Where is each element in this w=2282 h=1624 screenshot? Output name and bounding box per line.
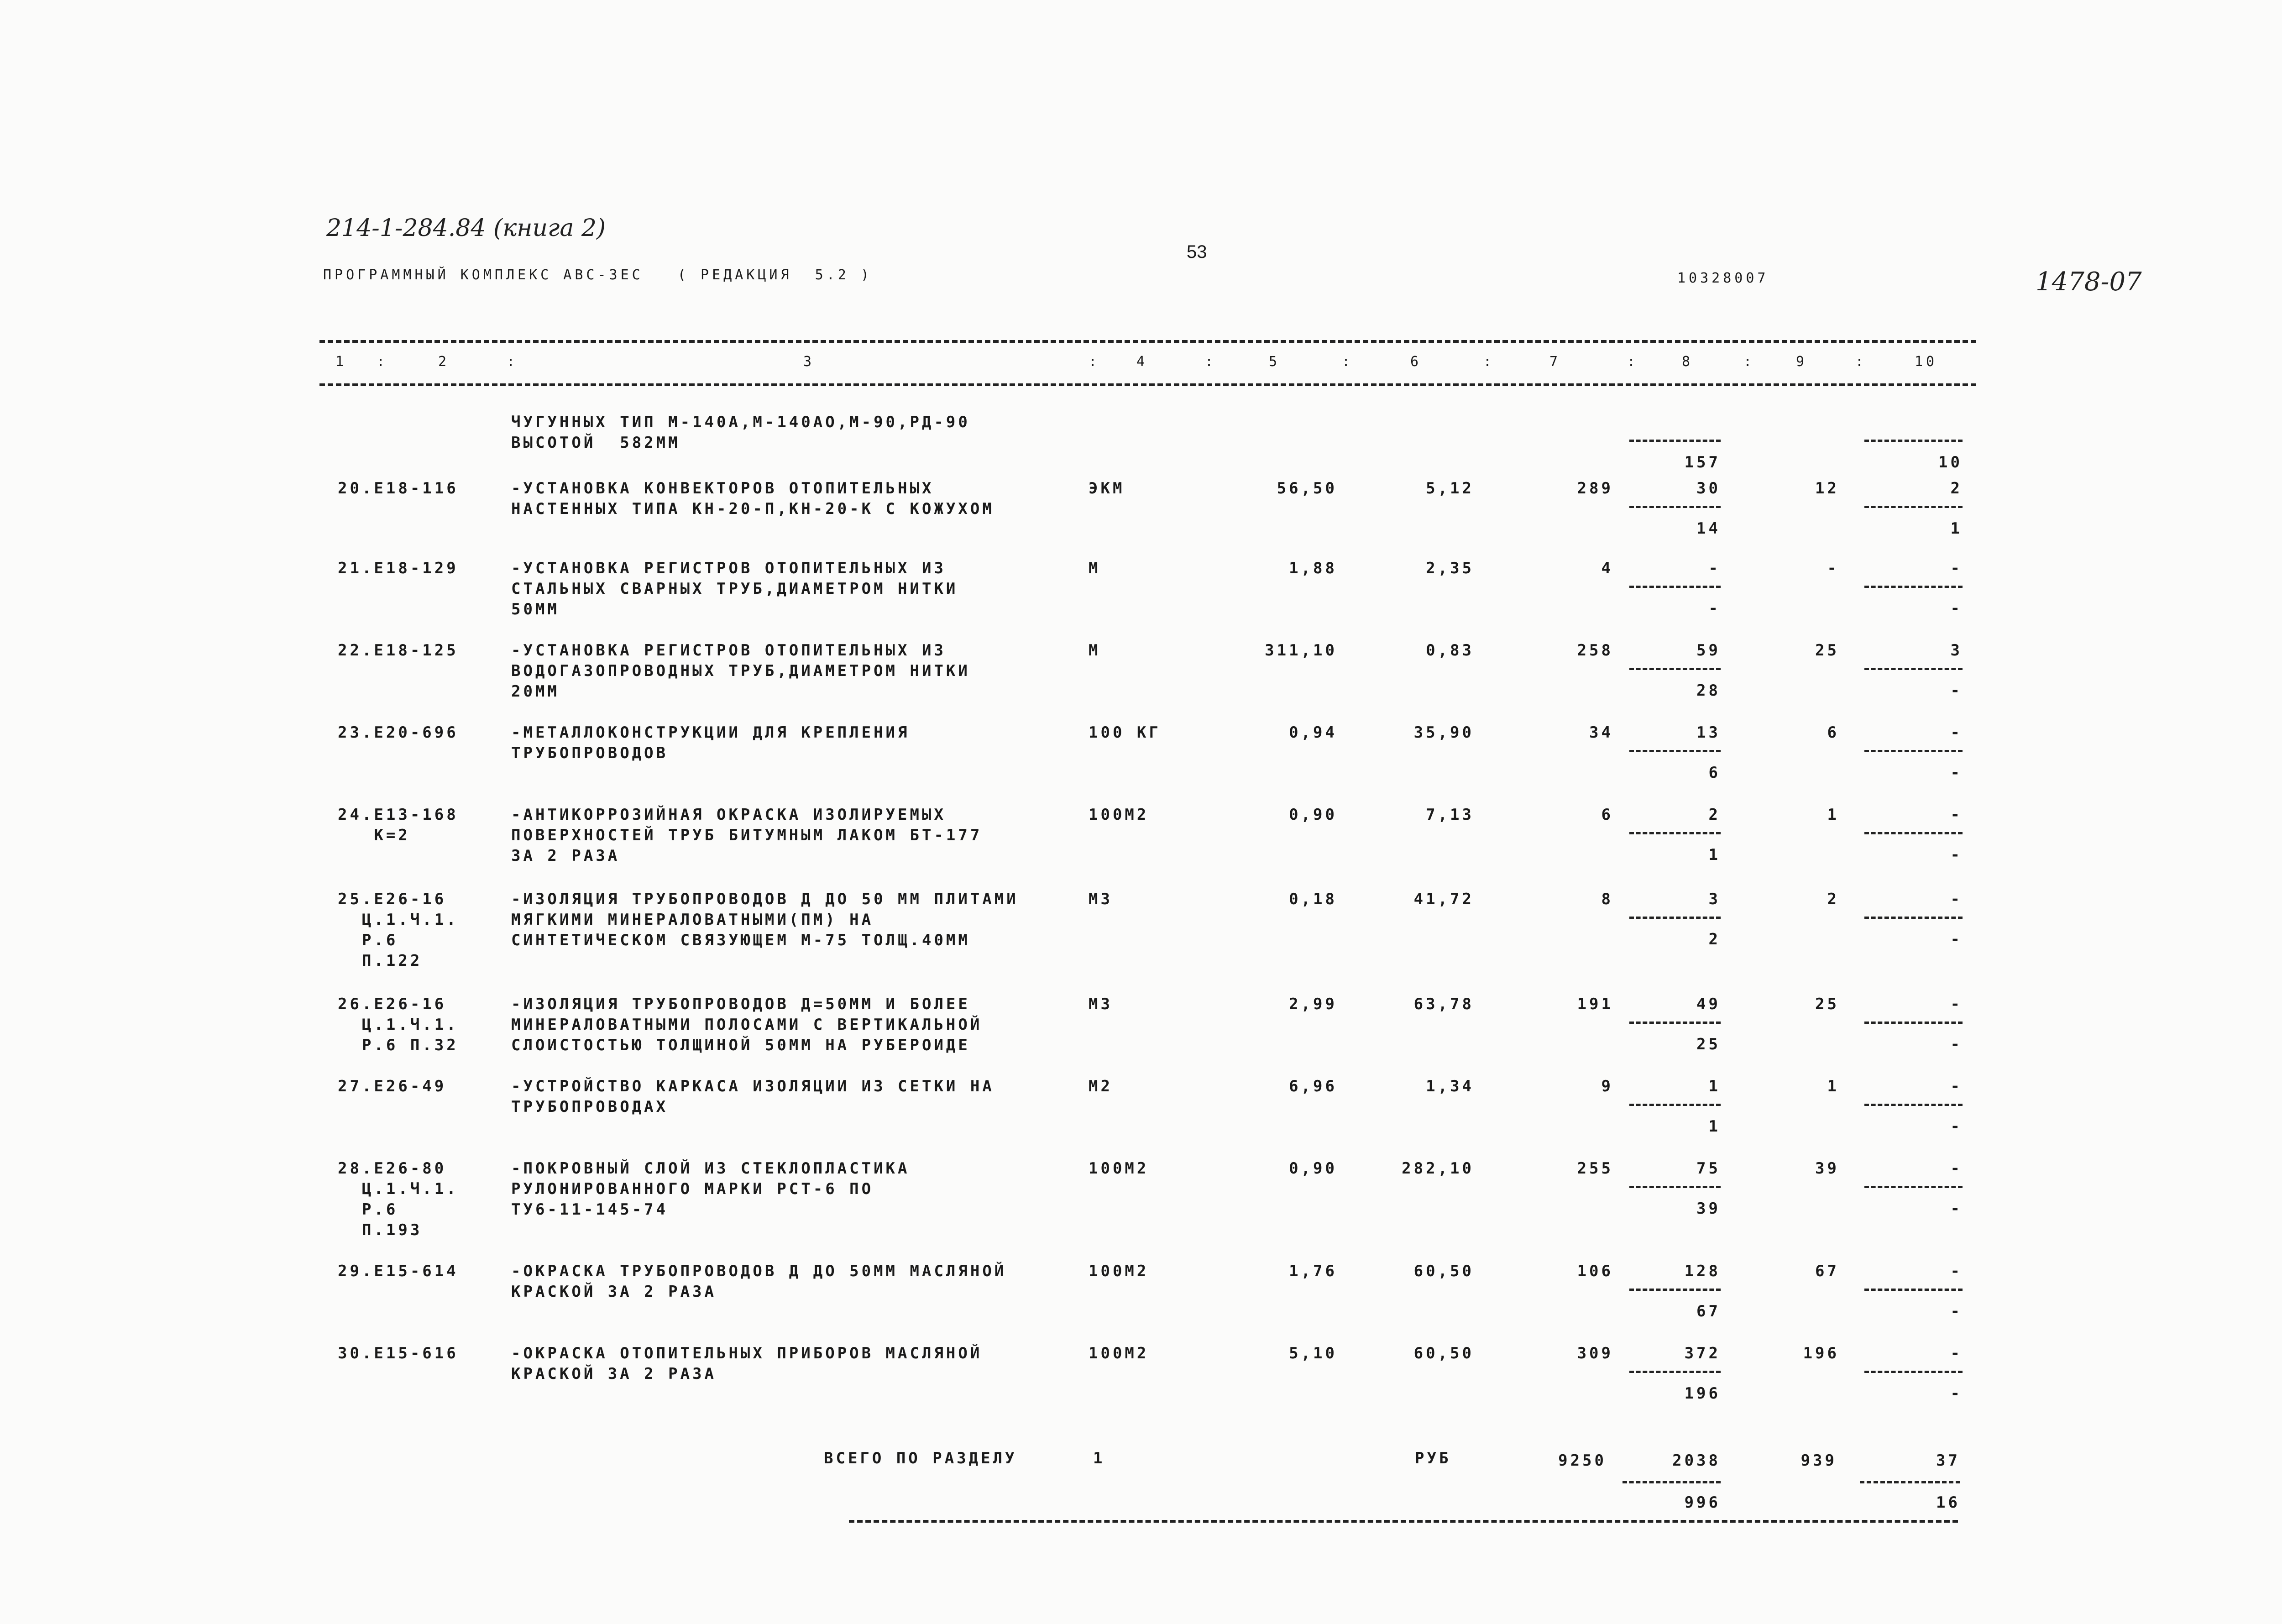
row-code: П.193 <box>338 1221 423 1239</box>
row-col10-lower: - <box>1950 1384 1963 1403</box>
row-col8: 59 <box>1696 641 1721 660</box>
row-col10: - <box>1950 723 1963 742</box>
row-col8-lower: 25 <box>1696 1035 1721 1053</box>
row-col8-lower: - <box>1708 599 1721 618</box>
row-col8-split <box>1629 917 1721 919</box>
row-col9: 1 <box>1827 1077 1839 1095</box>
column-separator: : <box>377 354 388 370</box>
column-number: 1 <box>335 354 347 370</box>
row-quantity: 1,88 <box>1289 559 1337 577</box>
row-description: 20ММ <box>511 682 560 701</box>
row-col10: 2 <box>1950 479 1963 498</box>
row-description: -УСТРОЙСТВО КАРКАСА ИЗОЛЯЦИИ ИЗ СЕТКИ НА <box>511 1077 994 1095</box>
row-col10-lower: 1 <box>1950 519 1963 538</box>
row-quantity: 0,90 <box>1289 1159 1337 1178</box>
row-col8-lower: 28 <box>1696 681 1721 700</box>
row-col10-lower: - <box>1950 681 1963 700</box>
row-col8: 1 <box>1708 1077 1721 1095</box>
row-col9: - <box>1827 559 1839 577</box>
row-col10-lower: - <box>1950 1035 1963 1053</box>
row-unit: 100М2 <box>1089 806 1149 824</box>
page-number: 53 <box>1187 242 1207 262</box>
row-col10-split <box>1864 1104 1963 1106</box>
row-description: ТРУБОПРОВОДАХ <box>511 1098 669 1116</box>
row-col10-lower: - <box>1950 1117 1963 1136</box>
row-col9: 196 <box>1803 1344 1839 1362</box>
row-unit-price: 7,13 <box>1426 806 1474 824</box>
row-col10-split <box>1864 1186 1963 1188</box>
row-description: -УСТАНОВКА КОНВЕКТОРОВ ОТОПИТЕЛЬНЫХ <box>511 479 934 498</box>
row-quantity: 5,10 <box>1289 1344 1337 1362</box>
totals-col10-lower: 16 <box>1936 1493 1960 1512</box>
column-separator: : <box>507 354 518 370</box>
row-quantity: 311,10 <box>1265 641 1337 660</box>
row-col10-split <box>1864 668 1963 670</box>
row-unit-price: 60,50 <box>1413 1262 1474 1280</box>
row-description: СЛОИСТОСТЬЮ ТОЛЩИНОЙ 50ММ НА РУБЕРОИДЕ <box>511 1036 970 1054</box>
row-code: 22.Е18-125 <box>338 641 459 660</box>
row-unit-price: 282,10 <box>1402 1159 1474 1178</box>
row-description: ВОДОГАЗОПРОВОДНЫХ ТРУБ,ДИАМЕТРОМ НИТКИ <box>511 662 970 680</box>
row-col10: - <box>1950 890 1963 908</box>
row-description: -УСТАНОВКА РЕГИСТРОВ ОТОПИТЕЛЬНЫХ ИЗ <box>511 641 946 660</box>
row-unit-price: 0,83 <box>1426 641 1474 660</box>
row-col8-lower: 157 <box>1684 453 1721 471</box>
row-col8-split <box>1629 1289 1721 1291</box>
column-separator: : <box>1205 354 1217 370</box>
row-col8-split <box>1629 1186 1721 1188</box>
row-col8-lower: 2 <box>1708 930 1721 948</box>
row-code: 23.Е20-696 <box>338 723 459 742</box>
row-code: 27.Е26-49 <box>338 1077 447 1095</box>
row-col10-lower: - <box>1950 930 1963 948</box>
row-description: ЧУГУННЫХ ТИП М-140А,М-140АО,М-90,РД-90 <box>511 413 970 431</box>
row-description: МИНЕРАЛОВАТНЫМИ ПОЛОСАМИ С ВЕРТИКАЛЬНОЙ <box>511 1016 983 1034</box>
row-total: 34 <box>1589 723 1613 742</box>
row-unit-price: 2,35 <box>1426 559 1474 577</box>
row-col10-split <box>1864 586 1963 588</box>
row-col10-lower: - <box>1950 846 1963 864</box>
row-code: Ц.1.Ч.1. <box>338 1180 459 1198</box>
row-description: -ИЗОЛЯЦИЯ ТРУБОПРОВОДОВ Д=50ММ И БОЛЕЕ <box>511 995 970 1013</box>
column-separator: : <box>1743 354 1755 370</box>
row-description: -ОКРАСКА ОТОПИТЕЛЬНЫХ ПРИБОРОВ МАСЛЯНОЙ <box>511 1344 983 1362</box>
row-description: ТРУБОПРОВОДОВ <box>511 744 669 762</box>
row-col8-lower: 39 <box>1696 1200 1721 1218</box>
row-col10-lower: - <box>1950 1200 1963 1218</box>
row-total: 9 <box>1601 1077 1613 1095</box>
row-col8: 75 <box>1696 1159 1721 1178</box>
column-number: 10 <box>1915 354 1938 370</box>
row-col9: 25 <box>1815 641 1839 660</box>
row-col10-split <box>1864 750 1963 752</box>
totals-col9: 939 <box>1800 1451 1837 1470</box>
row-code: Р.6 <box>338 931 398 949</box>
row-description: ЗА 2 РАЗА <box>511 847 620 865</box>
row-col8-split <box>1629 1371 1721 1373</box>
row-code: Ц.1.Ч.1. <box>338 1016 459 1034</box>
row-unit-price: 63,78 <box>1413 995 1474 1013</box>
row-total: 8 <box>1601 890 1613 908</box>
column-separator: : <box>1342 354 1354 370</box>
row-col9: 25 <box>1815 995 1839 1013</box>
header-bottom-rule <box>319 383 1976 386</box>
totals-col6: РУБ <box>1415 1449 1451 1467</box>
row-unit-price: 1,34 <box>1426 1077 1474 1095</box>
row-col10: - <box>1950 806 1963 824</box>
handwritten-reference: 214-1-284.84 (книга 2) <box>326 215 606 242</box>
row-col8-split <box>1629 832 1721 834</box>
row-col8-split <box>1629 506 1721 508</box>
column-number: 3 <box>803 354 815 370</box>
row-unit: М3 <box>1089 995 1113 1013</box>
row-col10-split <box>1864 917 1963 919</box>
row-col10: - <box>1950 1159 1963 1178</box>
row-col10-split <box>1864 1371 1963 1373</box>
column-number: 5 <box>1269 354 1281 370</box>
row-quantity: 0,90 <box>1289 806 1337 824</box>
column-number: 9 <box>1796 354 1808 370</box>
row-col10-split <box>1864 1289 1963 1291</box>
row-col10-split <box>1864 1022 1963 1024</box>
row-code: 29.Е15-614 <box>338 1262 459 1280</box>
row-code: Р.6 <box>338 1200 398 1219</box>
row-code: Р.6 П.32 <box>338 1036 459 1054</box>
row-unit: 100 КГ <box>1089 723 1161 742</box>
row-col10: - <box>1950 1344 1963 1362</box>
row-col8-lower: 1 <box>1708 846 1721 864</box>
row-col9: 1 <box>1827 806 1839 824</box>
row-unit: 100М2 <box>1089 1344 1149 1362</box>
row-unit-price: 5,12 <box>1426 479 1474 498</box>
row-code: 28.Е26-80 <box>338 1159 447 1178</box>
row-description: -МЕТАЛЛОКОНСТРУКЦИИ ДЛЯ КРЕПЛЕНИЯ <box>511 723 910 742</box>
row-col10-split <box>1864 832 1963 834</box>
row-col10: - <box>1950 1077 1963 1095</box>
row-quantity: 56,50 <box>1277 479 1337 498</box>
row-col10: 3 <box>1950 641 1963 660</box>
row-unit: М <box>1089 641 1101 660</box>
row-description: МЯГКИМИ МИНЕРАЛОВАТНЫМИ(ПМ) НА <box>511 911 874 929</box>
row-unit-price: 35,90 <box>1413 723 1474 742</box>
row-col10-lower: - <box>1950 599 1963 618</box>
row-code: 24.Е13-168 <box>338 806 459 824</box>
row-total: 309 <box>1577 1344 1613 1362</box>
row-total: 4 <box>1601 559 1613 577</box>
row-unit: 100М2 <box>1089 1262 1149 1280</box>
row-total: 289 <box>1577 479 1613 498</box>
row-total: 191 <box>1577 995 1613 1013</box>
totals-col8-split <box>1623 1481 1721 1483</box>
row-total: 106 <box>1577 1262 1613 1280</box>
row-col10-lower: 10 <box>1938 453 1963 471</box>
column-number: 4 <box>1136 354 1148 370</box>
row-col8-split <box>1629 1022 1721 1024</box>
row-quantity: 0,18 <box>1289 890 1337 908</box>
row-col8: 2 <box>1708 806 1721 824</box>
row-description: -ОКРАСКА ТРУБОПРОВОДОВ Д ДО 50ММ МАСЛЯНОЙ <box>511 1262 1007 1280</box>
row-col9: 12 <box>1815 479 1839 498</box>
row-unit: ЭКМ <box>1089 479 1125 498</box>
column-separator: : <box>1483 354 1495 370</box>
row-col8-split <box>1629 750 1721 752</box>
row-col8: 13 <box>1696 723 1721 742</box>
row-unit: М2 <box>1089 1077 1113 1095</box>
column-separator: : <box>1089 354 1100 370</box>
totals-label: ВСЕГО ПО РАЗДЕЛУ <box>824 1449 1017 1467</box>
row-col8-split <box>1629 1104 1721 1106</box>
row-description: НАСТЕННЫХ ТИПА КН-20-П,КН-20-К С КОЖУХОМ <box>511 500 994 518</box>
row-code: Ц.1.Ч.1. <box>338 911 459 929</box>
row-col9: 67 <box>1815 1262 1839 1280</box>
row-description: -ПОКРОВНЫЙ СЛОЙ ИЗ СТЕКЛОПЛАСТИКА <box>511 1159 910 1178</box>
row-col10: - <box>1950 559 1963 577</box>
row-col10: - <box>1950 1262 1963 1280</box>
header-top-rule <box>319 340 1976 343</box>
totals-bottom-rule <box>849 1520 1958 1523</box>
row-unit: М <box>1089 559 1101 577</box>
row-col9: 6 <box>1827 723 1839 742</box>
row-description: ПОВЕРХНОСТЕЙ ТРУБ БИТУМНЫМ ЛАКОМ БТ-177 <box>511 826 983 844</box>
row-code: К=2 <box>338 826 410 844</box>
totals-col10-split <box>1860 1481 1960 1483</box>
totals-col8: 2038 <box>1672 1451 1721 1470</box>
row-col8-split <box>1629 668 1721 670</box>
row-description: ВЫСОТОЙ 582ММ <box>511 434 680 452</box>
row-code: 20.Е18-116 <box>338 479 459 498</box>
row-col8: 30 <box>1696 479 1721 498</box>
row-description: -АНТИКОРРОЗИЙНАЯ ОКРАСКА ИЗОЛИРУЕМЫХ <box>511 806 946 824</box>
row-col10: - <box>1950 995 1963 1013</box>
row-code: 30.Е15-616 <box>338 1344 459 1362</box>
row-col8-lower: 14 <box>1696 519 1721 538</box>
row-total: 258 <box>1577 641 1613 660</box>
column-number: 7 <box>1549 354 1561 370</box>
row-unit-price: 41,72 <box>1413 890 1474 908</box>
row-description: -ИЗОЛЯЦИЯ ТРУБОПРОВОДОВ Д ДО 50 ММ ПЛИТАМИ <box>511 890 1019 908</box>
row-description: СИНТЕТИЧЕСКОМ СВЯЗУЮЩЕМ М-75 ТОЛЩ.40ММ <box>511 931 970 949</box>
document-code: 10328007 <box>1677 270 1769 286</box>
totals-col4: 1 <box>1093 1449 1105 1467</box>
column-number: 6 <box>1410 354 1422 370</box>
row-code: 25.Е26-16 <box>338 890 447 908</box>
row-unit: 100М2 <box>1089 1159 1149 1178</box>
program-title: ПРОГРАММНЫЙ КОМПЛЕКС АВС-ЗЕС ( РЕДАКЦИЯ 5.2 ) <box>323 267 872 283</box>
row-quantity: 2,99 <box>1289 995 1337 1013</box>
column-number: 8 <box>1682 354 1694 370</box>
row-col8-lower: 6 <box>1708 764 1721 782</box>
row-code: 21.Е18-129 <box>338 559 459 577</box>
row-description: КРАСКОЙ ЗА 2 РАЗА <box>511 1283 717 1301</box>
row-code: П.122 <box>338 952 423 970</box>
row-quantity: 6,96 <box>1289 1077 1337 1095</box>
row-description: КРАСКОЙ ЗА 2 РАЗА <box>511 1365 717 1383</box>
row-col10-split <box>1864 506 1963 508</box>
column-number: 2 <box>438 354 450 370</box>
totals-col7: 9250 <box>1558 1451 1607 1470</box>
row-col10-lower: - <box>1950 1302 1963 1320</box>
row-col10-split <box>1864 440 1963 442</box>
row-col8: - <box>1708 559 1721 577</box>
row-col9: 2 <box>1827 890 1839 908</box>
row-description: ТУ6-11-145-74 <box>511 1200 669 1219</box>
row-col8: 372 <box>1684 1344 1721 1362</box>
row-code: 26.Е26-16 <box>338 995 447 1013</box>
totals-col8-lower: 996 <box>1684 1493 1721 1512</box>
row-total: 6 <box>1601 806 1613 824</box>
row-unit-price: 60,50 <box>1413 1344 1474 1362</box>
row-col8-split <box>1629 440 1721 442</box>
row-unit: М3 <box>1089 890 1113 908</box>
row-col8-lower: 1 <box>1708 1117 1721 1136</box>
handwritten-code: 1478-07 <box>2036 267 2142 297</box>
row-col8: 3 <box>1708 890 1721 908</box>
row-col8-split <box>1629 586 1721 588</box>
column-separator: : <box>1855 354 1867 370</box>
row-col10-lower: - <box>1950 764 1963 782</box>
row-total: 255 <box>1577 1159 1613 1178</box>
totals-col10: 37 <box>1936 1451 1960 1470</box>
row-description: 50ММ <box>511 600 560 618</box>
row-col8: 128 <box>1684 1262 1721 1280</box>
row-description: СТАЛЬНЫХ СВАРНЫХ ТРУБ,ДИАМЕТРОМ НИТКИ <box>511 580 958 598</box>
row-col8-lower: 67 <box>1696 1302 1721 1320</box>
row-col9: 39 <box>1815 1159 1839 1178</box>
row-description: -УСТАНОВКА РЕГИСТРОВ ОТОПИТЕЛЬНЫХ ИЗ <box>511 559 946 577</box>
row-description: РУЛОНИРОВАННОГО МАРКИ РСТ-6 ПО <box>511 1180 874 1198</box>
row-quantity: 0,94 <box>1289 723 1337 742</box>
row-quantity: 1,76 <box>1289 1262 1337 1280</box>
row-col8-lower: 196 <box>1684 1384 1721 1403</box>
column-separator: : <box>1627 354 1639 370</box>
row-col8: 49 <box>1696 995 1721 1013</box>
